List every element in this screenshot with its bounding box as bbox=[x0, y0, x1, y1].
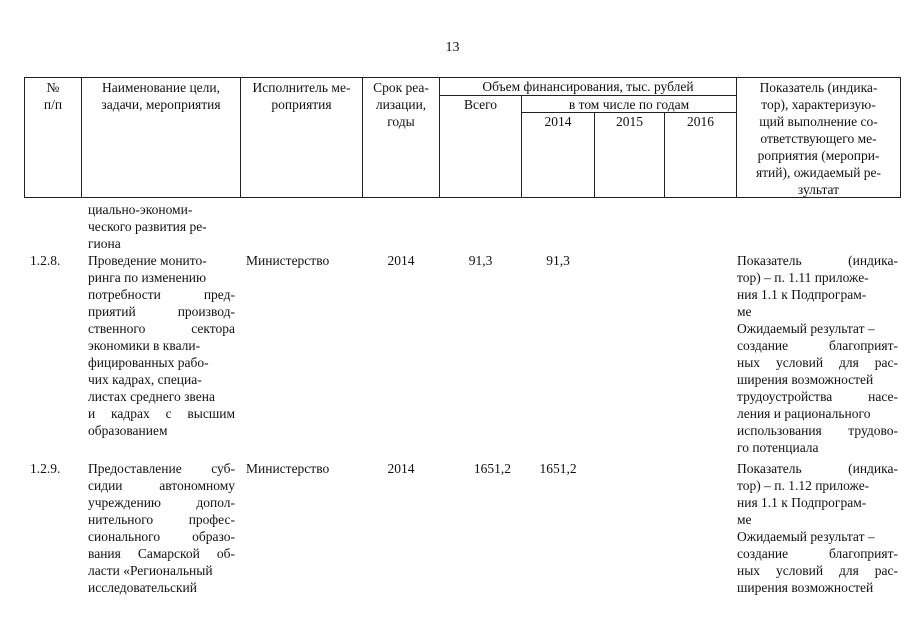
name-line: Проведение монито- bbox=[88, 253, 207, 268]
continuation-line: циально-экономи- bbox=[88, 202, 193, 217]
indicator-line: ния 1.1 к Подпрограм- bbox=[737, 287, 867, 302]
name-line: учреждению допол- bbox=[88, 495, 235, 510]
name-line: ласти «Региональный bbox=[88, 563, 213, 578]
header-col-number: № п/п bbox=[43, 80, 63, 112]
row-1-year-2014 bbox=[522, 252, 594, 269]
row-1-total bbox=[440, 252, 521, 269]
indicator-line: трудоустройства насе- bbox=[737, 389, 898, 404]
header-border-right bbox=[900, 77, 901, 198]
name-line: приятий производ- bbox=[88, 304, 235, 319]
row-2-year-2014 bbox=[522, 460, 594, 477]
row-number-text: 1.2.9. bbox=[30, 461, 61, 476]
header-col-funding: Объем финансирования, тыс. рублей bbox=[482, 79, 694, 94]
continuation-name bbox=[88, 201, 238, 252]
indicator-line: создание благоприят- bbox=[737, 338, 898, 353]
total-text: 91,3 bbox=[468, 253, 493, 268]
indicator-line: ме bbox=[737, 512, 752, 527]
name-line: нительного профес- bbox=[88, 512, 235, 527]
indicator-line: создание благоприят- bbox=[737, 546, 898, 561]
header-col-year-2016: 2016 bbox=[687, 114, 714, 129]
header-col-name: Наименование цели, задачи, мероприятия bbox=[101, 80, 221, 112]
indicator-line: ния 1.1 к Подпрограм- bbox=[737, 495, 867, 510]
name-line: вания Самарской об- bbox=[88, 546, 235, 561]
row-1-name bbox=[88, 252, 235, 439]
row-2-total bbox=[440, 460, 521, 477]
year-value-text: 1651,2 bbox=[539, 461, 577, 476]
table-header bbox=[0, 0, 905, 210]
name-line: фицированных рабо- bbox=[88, 355, 209, 370]
executor-text: Министерство bbox=[246, 253, 330, 268]
year-value-text: 91,3 bbox=[546, 253, 570, 268]
total-text: 1651,2 bbox=[473, 461, 511, 476]
name-line: исследовательский bbox=[88, 580, 198, 595]
name-line: листах среднего звена bbox=[88, 389, 215, 404]
row-2-number bbox=[30, 460, 80, 477]
indicator-line: использования трудово- bbox=[737, 423, 898, 438]
term-text: 2014 bbox=[387, 253, 415, 268]
name-line: сионального образо- bbox=[88, 529, 235, 544]
indicator-line: Ожидаемый результат – bbox=[737, 321, 875, 336]
name-line: сидии автономному bbox=[88, 478, 235, 493]
header-col-by-years: в том числе по годам bbox=[568, 97, 690, 112]
indicator-line: ширения возможностей bbox=[737, 580, 874, 595]
name-line: ринга по изменению bbox=[88, 270, 207, 285]
header-col-total: Всего bbox=[463, 97, 498, 112]
row-1-indicator bbox=[737, 252, 898, 456]
name-line: экономики в квали- bbox=[88, 338, 201, 353]
row-1-number bbox=[30, 252, 80, 269]
indicator-line: го потенциала bbox=[737, 440, 819, 455]
name-line: ственного сектора bbox=[88, 321, 235, 336]
continuation-line: ческого развития ре- bbox=[88, 219, 207, 234]
continuation-line: гиона bbox=[88, 236, 121, 251]
name-line: потребности пред- bbox=[88, 287, 235, 302]
indicator-line: тор) – п. 1.11 приложе- bbox=[737, 270, 869, 285]
row-2-term bbox=[363, 460, 439, 477]
indicator-line: ления и рационального bbox=[737, 406, 871, 421]
row-2-executor bbox=[246, 460, 361, 477]
header-col-executor: Исполнитель ме- роприятия bbox=[252, 80, 351, 112]
term-text: 2014 bbox=[387, 461, 415, 476]
indicator-line: ширения возможностей bbox=[737, 372, 874, 387]
indicator-line: Показатель (индика- bbox=[737, 461, 898, 476]
name-line: и кадрах с высшим bbox=[88, 406, 235, 421]
name-line: Предоставление суб- bbox=[88, 461, 235, 476]
row-1-executor bbox=[246, 252, 361, 269]
header-col-year-2015: 2015 bbox=[616, 114, 643, 129]
row-2-indicator bbox=[737, 460, 898, 596]
row-1-term bbox=[363, 252, 439, 269]
header-col-indicator: Показатель (индика- тор), характеризую- щий выполнение со- ответствующего ме- роприятия (меропри- ятий), ожидаемый ре- зультат bbox=[755, 80, 882, 197]
indicator-line: тор) – п. 1.12 приложе- bbox=[737, 478, 870, 493]
indicator-line: Показатель (индика- bbox=[737, 253, 898, 268]
header-col-term: Срок реа- лизации, годы bbox=[373, 80, 429, 129]
row-number-text: 1.2.8. bbox=[30, 253, 61, 268]
name-line: образованием bbox=[88, 423, 168, 438]
indicator-line: ных условий для рас- bbox=[737, 355, 898, 370]
indicator-line: ме bbox=[737, 304, 752, 319]
executor-text: Министерство bbox=[246, 461, 330, 476]
row-2-name bbox=[88, 460, 235, 596]
indicator-line: ных условий для рас- bbox=[737, 563, 898, 578]
page-number: 13 bbox=[445, 40, 460, 55]
indicator-line: Ожидаемый результат – bbox=[737, 529, 875, 544]
name-line: чих кадрах, специа- bbox=[88, 372, 202, 387]
header-col-year-2014: 2014 bbox=[544, 114, 572, 129]
